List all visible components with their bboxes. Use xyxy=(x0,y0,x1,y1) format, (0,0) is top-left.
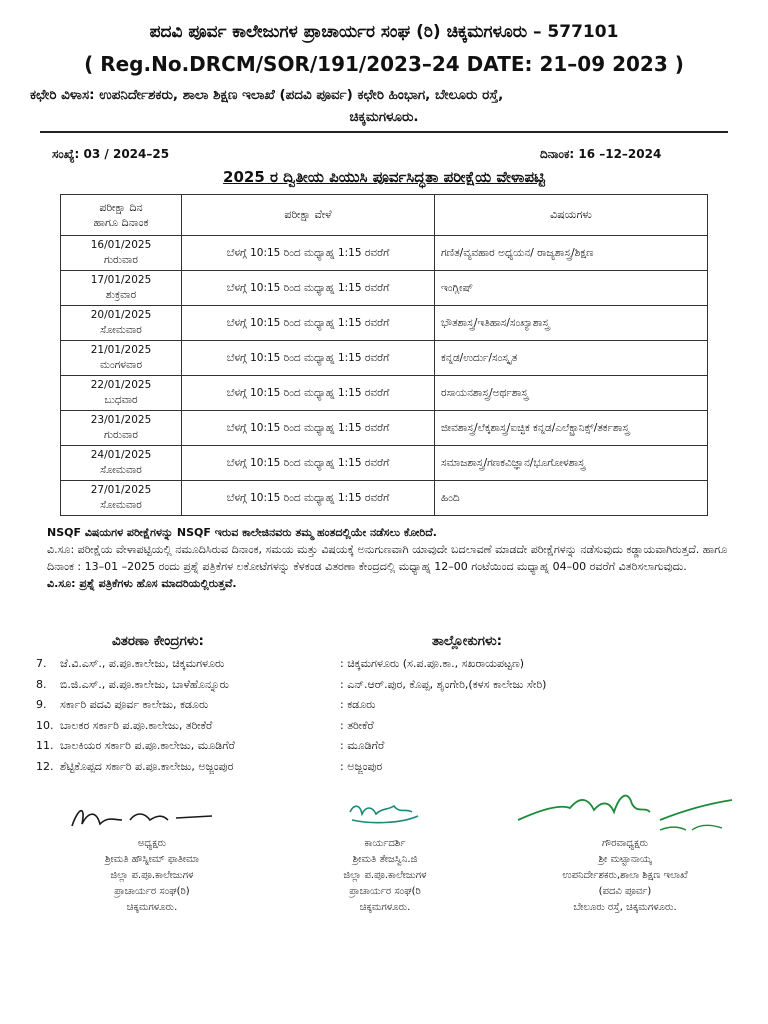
distribution-centres-list xyxy=(36,654,346,777)
president-name: ಶ್ರೀಮತಿ ಹೌಸ್ನೀಮ್ ಫಾತೀಮಾ xyxy=(104,854,200,865)
table-row xyxy=(61,411,708,446)
table-row xyxy=(61,341,708,376)
row-day: ಮಂಗಳವಾರ xyxy=(99,359,143,371)
registration-line: ( Reg.No.DRCM/SOR/191/2023–24 DATE: 21–09 2023 ) xyxy=(84,52,684,76)
centre-name: ಶೆಟ್ಟಿಕೊಪ್ಪದ ಸರ್ಕಾರಿ ಪ.ಪೂ.ಕಾಲೇಜು, ಅಜ್ಜಂಪುರ xyxy=(60,759,234,773)
header-time: ಪರೀಕ್ಷಾ ವೇಳೆ xyxy=(182,195,435,236)
row-day: ಸೋಮವಾರ xyxy=(100,499,142,511)
secretary-role: ಕಾರ್ಯದರ್ಶಿ xyxy=(364,838,406,849)
signature-block-president xyxy=(52,790,252,916)
office-address xyxy=(30,84,738,128)
distribution-centre-item xyxy=(36,736,346,757)
secretary-line2: ಪ್ರಾಚಾರ್ಯರ ಸಂಘ(ರಿ xyxy=(349,886,421,897)
row-date-cell xyxy=(61,341,182,376)
row-time: ಬೆಳಗ್ಗೆ 10:15 ರಿಂದ ಮಧ್ಯಾಹ್ನ 1:15 ರವರೆಗೆ xyxy=(182,411,435,446)
taluk-name: : ಚಿಕ್ಕಮಗಳೂರು (ಸ.ಪ.ಪೂ.ಕಾ., ಸಖರಾಯಪಟ್ಟಣ) xyxy=(340,657,525,670)
centre-number: 9. xyxy=(36,698,47,711)
header-date: ಪರೀಕ್ಷಾ ದಿನ ಹಾಗೂ ದಿನಾಂಕ xyxy=(61,195,182,236)
row-date: 24/01/2025 xyxy=(90,449,152,461)
row-date: 27/01/2025 xyxy=(90,484,152,496)
taluk-item xyxy=(340,695,740,716)
honorary-president-line2: (ಪದವಿ ಪೂರ್ವ) xyxy=(598,886,652,897)
secretary-signature xyxy=(290,790,480,836)
row-day: ಗುರುವಾರ xyxy=(104,254,138,266)
row-subjects: ಕನ್ನಡ/ಉರ್ದು/ಸಂಸ್ಕೃತ xyxy=(435,341,708,376)
distribution-centre-item xyxy=(36,757,346,778)
document-date: ದಿನಾಂಕ: 16 –12–2024 xyxy=(540,147,662,161)
centre-number: 7. xyxy=(36,657,47,670)
row-time: ಬೆಳಗ್ಗೆ 10:15 ರಿಂದ ಮಧ್ಯಾಹ್ನ 1:15 ರವರೆಗೆ xyxy=(182,446,435,481)
president-line2: ಪ್ರಾಚಾರ್ಯರ ಸಂಘ(ರಿ) xyxy=(114,886,190,897)
centre-number: 10. xyxy=(36,718,54,732)
row-subjects: ಭೌತಶಾಸ್ತ್ರ/ಇತಿಹಾಸ/ಸಂಖ್ಯಾಶಾಸ್ತ್ರ xyxy=(435,306,708,341)
distribution-centre-item xyxy=(36,654,346,675)
centre-name: ಬಾಲಕಿಯರ ಸರ್ಕಾರಿ ಪ.ಪೂ.ಕಾಲೇಜು, ಮೂಡಿಗೆರೆ xyxy=(60,739,235,752)
row-time: ಬೆಳಗ್ಗೆ 10:15 ರಿಂದ ಮಧ್ಯಾಹ್ನ 1:15 ರವರೆಗೆ xyxy=(182,341,435,376)
president-role: ಅಧ್ಯಕ್ಷರು xyxy=(137,838,167,849)
table-row xyxy=(61,446,708,481)
taluk-name: : ಮೂಡಿಗೆರೆ xyxy=(340,739,385,752)
taluk-item xyxy=(340,716,740,737)
row-date: 21/01/2025 xyxy=(90,344,152,356)
row-time: ಬೆಳಗ್ಗೆ 10:15 ರಿಂದ ಮಧ್ಯಾಹ್ನ 1:15 ರವರೆಗೆ xyxy=(182,271,435,306)
row-date: 16/01/2025 xyxy=(90,239,152,251)
row-subjects: ಹಿಂದಿ xyxy=(435,481,708,516)
taluks-list xyxy=(340,654,740,777)
distribution-centre-item xyxy=(36,695,346,716)
schedule-note: ವಿ.ಸೂ: ಪರೀಕ್ಷೆಯ ವೇಳಾಪಟ್ಟಿಯಲ್ಲಿ ನಮೂದಿಸಿರುವ ದಿನಾಂಕ, ಸಮಯ ಮತ್ತು ವಿಷಯಕ್ಕೆ ಅನುಗುಣವಾಗಿ ಯಾವುದೇ ಬದಲಾವಣೆ ಮಾಡದೇ ಪರೀಕ್ಷೆಗಳನ್ನು ನಡೆಸುವುದು ಕಡ್ಡಾಯವಾಗಿರುತ್ತದೆ. ಹಾಗೂ ದಿನಾಂಕ : 13–01 –2025 ರಂದು ಪ್ರಶ್ನೆ ಪತ್ರಿಕೆಗಳ ಲಕೋಟೆಗಳನ್ನು ಕೆಳಕಂಡ ವಿತರಣಾ ಕೇಂದ್ರದಲ್ಲಿ ಮಧ್ಯಾಹ್ನ 12–00 ಗಂಟೆಯಿಂದ ಮಧ್ಯಾಹ್ನ 04–00 ರವರೆಗೆ ವಿತರಿಸಲಾಗುವುದು. xyxy=(47,543,728,573)
honorary-president-line1: ಉಪನಿರ್ದೇಶಕರು,ಶಾಲಾ ಶಿಕ್ಷಣ ಇಲಾಖೆ xyxy=(562,870,688,881)
nsqf-note: NSQF ವಿಷಯಗಳ ಪರೀಕ್ಷೆಗಳನ್ನು NSQF ಇರುವ ಕಾಲೇಜಿನವರು ತಮ್ಮ ಹಂತದಲ್ಲಿಯೇ ನಡೆಸಲು ಕೋರಿದೆ. xyxy=(47,526,437,539)
address-line-2: ಚಿಕ್ಕಮಗಳೂರು. xyxy=(349,109,419,125)
table-row xyxy=(61,376,708,411)
taluk-item xyxy=(340,654,740,675)
secretary-line3: ಚಿಕ್ಕಮಗಳೂರು. xyxy=(359,902,411,913)
row-date-cell xyxy=(61,271,182,306)
reference-number: ಸಂಖ್ಯೆ: 03 / 2024–25 xyxy=(52,147,170,161)
taluk-name: : ಎನ್.ಆರ್.ಪುರ, ಕೊಪ್ಪ, ಶೃಂಗೇರಿ,(ಕಳಸ ಕಾಲೇಜು ಸೇರಿ) xyxy=(340,677,547,691)
row-subjects: ಜೀವಶಾಸ್ತ್ರ/ಲೆಕ್ಕಶಾಸ್ತ್ರ/ಐಚ್ಛಿಕ ಕನ್ನಡ/ಎಲೆಕ್ಟ್ರಾನಿಕ್ಸ್/ತರ್ಕಶಾಸ್ತ್ರ xyxy=(435,411,708,446)
row-date-cell xyxy=(61,481,182,516)
taluk-item xyxy=(340,736,740,757)
row-date: 17/01/2025 xyxy=(90,274,152,286)
centre-number: 11. xyxy=(36,739,54,752)
honorary-president-signature xyxy=(510,790,740,836)
taluks-heading: ತಾಲ್ಲೋಕುಗಳು: xyxy=(432,633,503,649)
row-date-cell xyxy=(61,306,182,341)
president-line1: ಜಿಲ್ಲಾ ಪ.ಪೂ.ಕಾಲೇಜುಗಳ xyxy=(110,870,194,881)
document-title: 2025 ರ ದ್ವಿತೀಯ ಪಿಯುಸಿ ಪೂರ್ವಸಿದ್ಧತಾ ಪರೀಕ್ಷೆಯ ವೇಳಾಪಟ್ಟಿ xyxy=(223,168,545,186)
centre-number: 8. xyxy=(36,677,47,691)
row-date-cell xyxy=(61,446,182,481)
row-day: ಗುರುವಾರ xyxy=(104,429,138,441)
org-name: ಪದವಿ ಪೂರ್ವ ಕಾಲೇಜುಗಳ ಪ್ರಾಚಾರ್ಯರ ಸಂಘ (ರಿ) ಚಿಕ್ಕಮಗಳೂರು – 577101 xyxy=(149,22,619,42)
question-paper-note: ವಿ.ಸೂ: ಪ್ರಶ್ನೆ ಪತ್ರಿಕೆಗಳು ಹೊಸ ಮಾದರಿಯಲ್ಲಿರುತ್ತವೆ. xyxy=(47,577,237,590)
row-date-cell xyxy=(61,236,182,271)
row-subjects: ಇಂಗ್ಲೀಷ್ xyxy=(435,271,708,306)
address-line-1: ಕಛೇರಿ ವಿಳಾಸ: ಉಪನಿರ್ದೇಶಕರು, ಶಾಲಾ ಶಿಕ್ಷಣ ಇಲಾಖೆ (ಪದವಿ ಪೂರ್ವ) ಕಛೇರಿ ಹಿಂಭಾಗ, ಬೇಲೂರು ರಸ್ತೆ, xyxy=(30,87,504,103)
header-subjects: ವಿಷಯಗಳು xyxy=(435,195,708,236)
row-subjects: ಗಣಿತ/ವ್ಯವಹಾರ ಅಧ್ಯಯನ/ ರಾಜ್ಯಶಾಸ್ತ್ರ/ಶಿಕ್ಷಣ xyxy=(435,236,708,271)
row-date: 23/01/2025 xyxy=(90,414,152,426)
row-date-cell xyxy=(61,376,182,411)
row-time: ಬೆಳಗ್ಗೆ 10:15 ರಿಂದ ಮಧ್ಯಾಹ್ನ 1:15 ರವರೆಗೆ xyxy=(182,236,435,271)
president-line3: ಚಿಕ್ಕಮಗಳೂರು. xyxy=(126,902,178,913)
header-divider xyxy=(40,131,728,133)
row-day: ಬುಧವಾರ xyxy=(104,394,138,406)
row-date: 22/01/2025 xyxy=(90,379,152,391)
row-day: ಸೋಮವಾರ xyxy=(100,464,142,476)
distribution-centre-item xyxy=(36,716,346,737)
exam-schedule-table xyxy=(60,194,708,516)
distribution-centre-item xyxy=(36,675,346,696)
table-header-row xyxy=(61,195,708,236)
row-time: ಬೆಳಗ್ಗೆ 10:15 ರಿಂದ ಮಧ್ಯಾಹ್ನ 1:15 ರವರೆಗೆ xyxy=(182,481,435,516)
signature-block-honorary-president xyxy=(510,790,740,916)
centre-name: ಬಾಲಕರ ಸರ್ಕಾರಿ ಪ.ಪೂ.ಕಾಲೇಜು, ತರೀಕೆರೆ xyxy=(60,718,213,732)
secretary-name: ಶ್ರೀಮತಿ ತೇಜಸ್ವಿನಿ.ಜಿ xyxy=(352,854,418,865)
row-time: ಬೆಳಗ್ಗೆ 10:15 ರಿಂದ ಮಧ್ಯಾಹ್ನ 1:15 ರವರೆಗೆ xyxy=(182,306,435,341)
president-signature xyxy=(52,790,252,836)
row-subjects: ಸಮಾಜಶಾಸ್ತ್ರ/ಗಣಕವಿಜ್ಞಾನ/ಭೂಗೋಳಶಾಸ್ತ್ರ xyxy=(435,446,708,481)
taluk-name: : ಕಡೂರು xyxy=(340,698,376,711)
secretary-line1: ಜಿಲ್ಲಾ ಪ.ಪೂ.ಕಾಲೇಜುಗಳ xyxy=(343,870,427,881)
table-row xyxy=(61,481,708,516)
row-time: ಬೆಳಗ್ಗೆ 10:15 ರಿಂದ ಮಧ್ಯಾಹ್ನ 1:15 ರವರೆಗೆ xyxy=(182,376,435,411)
honorary-president-line3: ಬೇಲೂರು ರಸ್ತೆ, ಚಿಕ್ಕಮಗಳೂರು. xyxy=(573,902,677,913)
notes-section xyxy=(47,524,731,592)
centre-name: ಸರ್ಕಾರಿ ಪದವಿ ಪೂರ್ವ ಕಾಲೇಜು, ಕಡೂರು xyxy=(60,698,209,711)
table-row xyxy=(61,306,708,341)
honorary-president-name: ಶ್ರೀ ಮಟ್ಟಾನಾಯ್ಕ xyxy=(598,854,652,865)
row-day: ಸೋಮವಾರ xyxy=(100,324,142,336)
table-row xyxy=(61,236,708,271)
taluk-item xyxy=(340,675,740,696)
row-date-cell xyxy=(61,411,182,446)
row-day: ಶುಕ್ರವಾರ xyxy=(105,289,137,301)
table-row xyxy=(61,271,708,306)
row-date: 20/01/2025 xyxy=(90,309,152,321)
centre-name: ಬಿ.ಜಿ.ಎಸ್., ಪ.ಪೂ.ಕಾಲೇಜು, ಬಾಳೆಹೊನ್ನೂರು xyxy=(60,677,229,691)
centres-heading: ವಿತರಣಾ ಕೇಂದ್ರಗಳು: xyxy=(112,633,204,649)
taluk-name: : ತರೀಕೆರೆ xyxy=(340,718,374,732)
row-subjects: ರಸಾಯನಶಾಸ್ತ್ರ/ಅರ್ಥಶಾಸ್ತ್ರ xyxy=(435,376,708,411)
signature-block-secretary xyxy=(290,790,480,916)
centre-name: ಜೆ.ವಿ.ಎಸ್., ಪ.ಪೂ.ಕಾಲೇಜು, ಚಿಕ್ಕಮಗಳೂರು xyxy=(60,657,225,670)
taluk-item xyxy=(340,757,740,778)
taluk-name: : ಅಜ್ಜಂಪುರ xyxy=(340,759,383,773)
centre-number: 12. xyxy=(36,759,54,773)
honorary-president-role: ಗೌರವಾಧ್ಯಕ್ಷರು xyxy=(601,838,649,849)
